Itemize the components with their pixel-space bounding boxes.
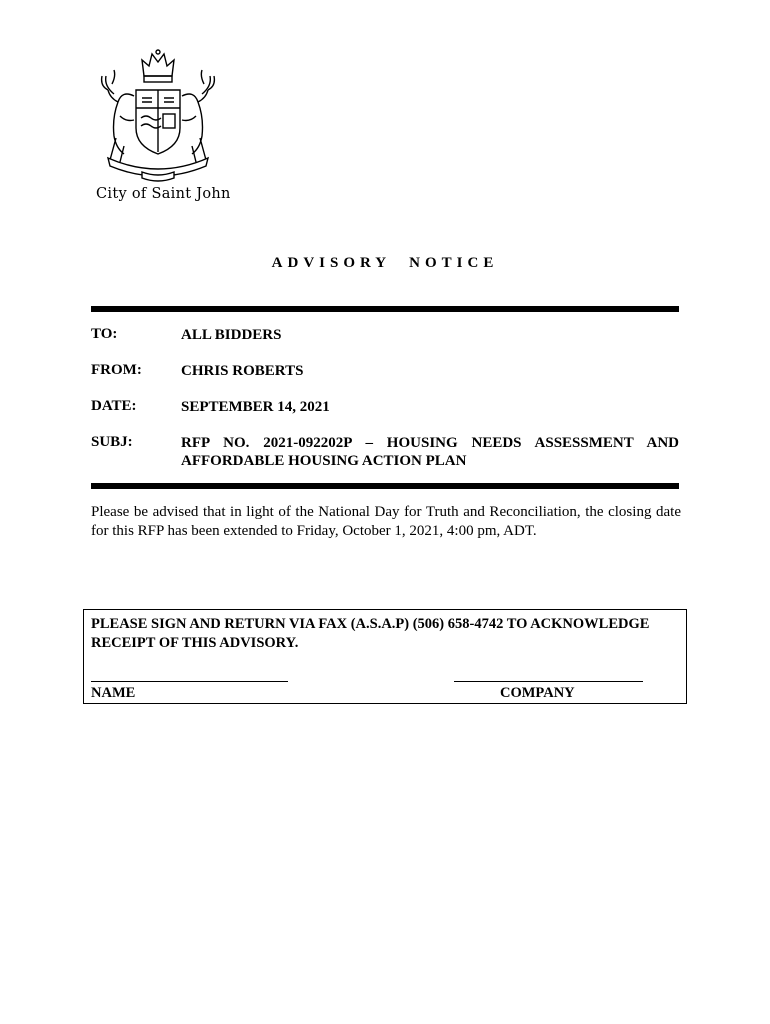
company-signature-line — [454, 681, 643, 682]
advisory-paragraph: Please be advised that in light of the National Day for Truth and Reconciliation, the closing date for this RFP has been extended to Friday, October 1, 2021, 4:00 pm, ADT. — [91, 504, 681, 539]
from-label: FROM: — [91, 362, 142, 378]
to-value: ALL BIDDERS — [181, 327, 282, 343]
name-signature-line — [91, 681, 288, 682]
subject-line-1: RFP NO. 2021-092202P – HOUSING NEEDS ASSESSMENT AND — [181, 435, 679, 451]
city-coat-of-arms-logo — [94, 46, 222, 182]
company-label: COMPANY — [500, 685, 575, 701]
notice-title-word-notice: NOTICE — [409, 255, 499, 271]
subject-value — [181, 434, 679, 470]
to-label: TO: — [91, 326, 118, 342]
acknowledgement-box — [83, 609, 687, 704]
from-value: CHRIS ROBERTS — [181, 363, 304, 379]
notice-title-word-advisory: ADVISORY — [271, 255, 392, 271]
acknowledgement-instruction: PLEASE SIGN AND RETURN VIA FAX (A.S.A.P) (506) 658-4742 TO ACKNOWLEDGE RECEIPT OF THIS ADVISORY. — [91, 616, 650, 651]
subject-line-2: AFFORDABLE HOUSING ACTION PLAN — [181, 453, 467, 469]
header-top-rule — [91, 306, 679, 312]
notice-title — [0, 255, 770, 272]
date-value: SEPTEMBER 14, 2021 — [181, 399, 330, 415]
header-bottom-rule — [91, 483, 679, 489]
subject-label: SUBJ: — [91, 434, 133, 450]
date-label: DATE: — [91, 398, 137, 414]
organization-name: City of Saint John — [96, 186, 231, 202]
name-label: NAME — [91, 685, 136, 701]
